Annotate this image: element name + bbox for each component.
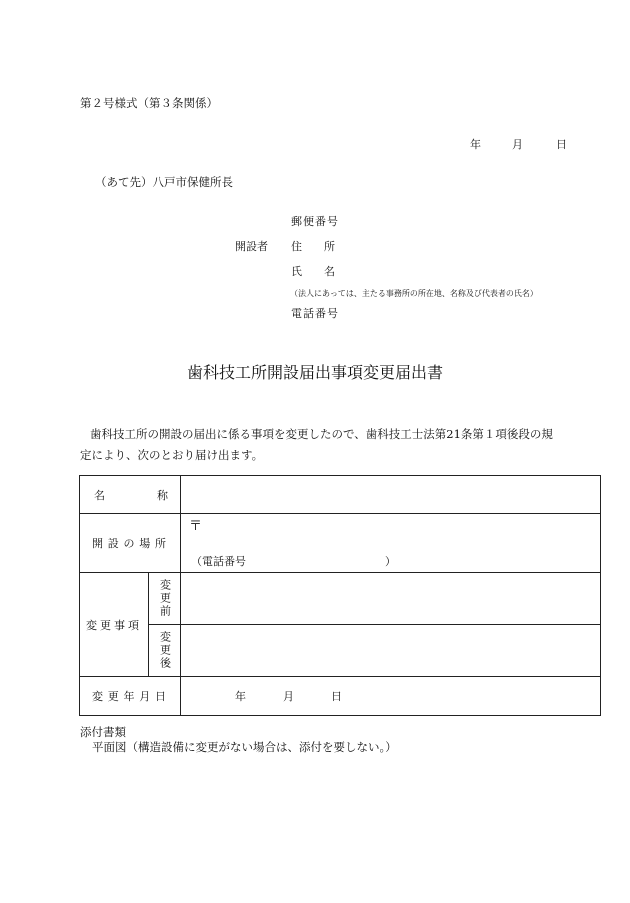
name-label-char-2: 称 xyxy=(157,488,168,502)
name-note: （法人にあっては、主たる事務所の所在地、名称及び代表者の氏名） xyxy=(290,289,538,298)
location-cell-label xyxy=(80,514,181,573)
document-title: 歯科技工所開設届出事項変更届出書 xyxy=(186,363,443,382)
before-label-cell xyxy=(149,573,181,625)
form-number: 第２号様式（第３条関係） xyxy=(80,96,218,110)
after-label: 変更後 xyxy=(158,631,172,670)
body-text: 歯科技工所の開設の届出に係る事項を変更したので、歯科技工士法第21条第１項後段の規定により、次のとおり届け出ます。 xyxy=(80,427,553,462)
location-phone-prefix: （電話番号 xyxy=(191,555,246,568)
attachments-item: 平面図（構造設備に変更がない場合は、添付を要しない。） xyxy=(92,740,397,754)
row-before xyxy=(80,573,601,625)
location-label-char: 所 xyxy=(155,537,166,550)
postal-mark: 〒 xyxy=(189,519,203,534)
name-label: 氏 名 xyxy=(291,265,335,278)
change-form-table xyxy=(79,475,601,716)
location-label-char: 開 xyxy=(92,537,103,550)
before-value-cell[interactable] xyxy=(181,573,601,625)
postal-code-label: 郵便番号 xyxy=(291,215,339,228)
location-label-char: 設 xyxy=(107,537,119,550)
location-label-char: の xyxy=(123,537,135,550)
change-date-day: 日 xyxy=(331,690,342,703)
date-year-label: 年 xyxy=(470,138,481,151)
before-label: 変更前 xyxy=(158,579,172,618)
change-date-year: 年 xyxy=(235,690,246,703)
phone-label: 電話番号 xyxy=(291,307,339,320)
change-date-label-char: 年 xyxy=(123,690,135,703)
addressee: （あて先）八戸市保健所長 xyxy=(95,175,233,189)
applicant-role-label: 開設者 xyxy=(235,240,268,253)
location-phone-suffix: ） xyxy=(385,555,396,568)
name-cell-label xyxy=(80,476,181,514)
row-after xyxy=(80,625,601,677)
name-label-char-1: 名 xyxy=(94,488,105,502)
change-date-label-char: 日 xyxy=(155,690,166,703)
location-value-cell[interactable] xyxy=(181,514,601,573)
change-date-month: 月 xyxy=(283,690,294,703)
row-name xyxy=(80,476,601,514)
name-value-cell[interactable] xyxy=(181,476,601,514)
address-label: 住 所 xyxy=(291,240,335,253)
change-date-value-cell[interactable] xyxy=(181,677,601,716)
after-value-cell[interactable] xyxy=(181,625,601,677)
submission-date xyxy=(470,139,567,150)
change-items-label: 変更事項 xyxy=(86,618,142,632)
attachments-heading: 添付書類 xyxy=(80,725,126,739)
after-label-cell xyxy=(149,625,181,677)
change-date-label-char: 更 xyxy=(107,690,119,703)
change-items-label-cell xyxy=(80,573,149,677)
change-date-label-char: 月 xyxy=(139,690,151,703)
row-location xyxy=(80,514,601,573)
change-date-label-char: 変 xyxy=(92,690,103,703)
location-label-char: 場 xyxy=(139,537,151,550)
date-day-label: 日 xyxy=(556,138,567,151)
change-date-label-cell xyxy=(80,677,181,716)
date-month-label: 月 xyxy=(512,138,523,151)
row-change-date xyxy=(80,677,601,716)
